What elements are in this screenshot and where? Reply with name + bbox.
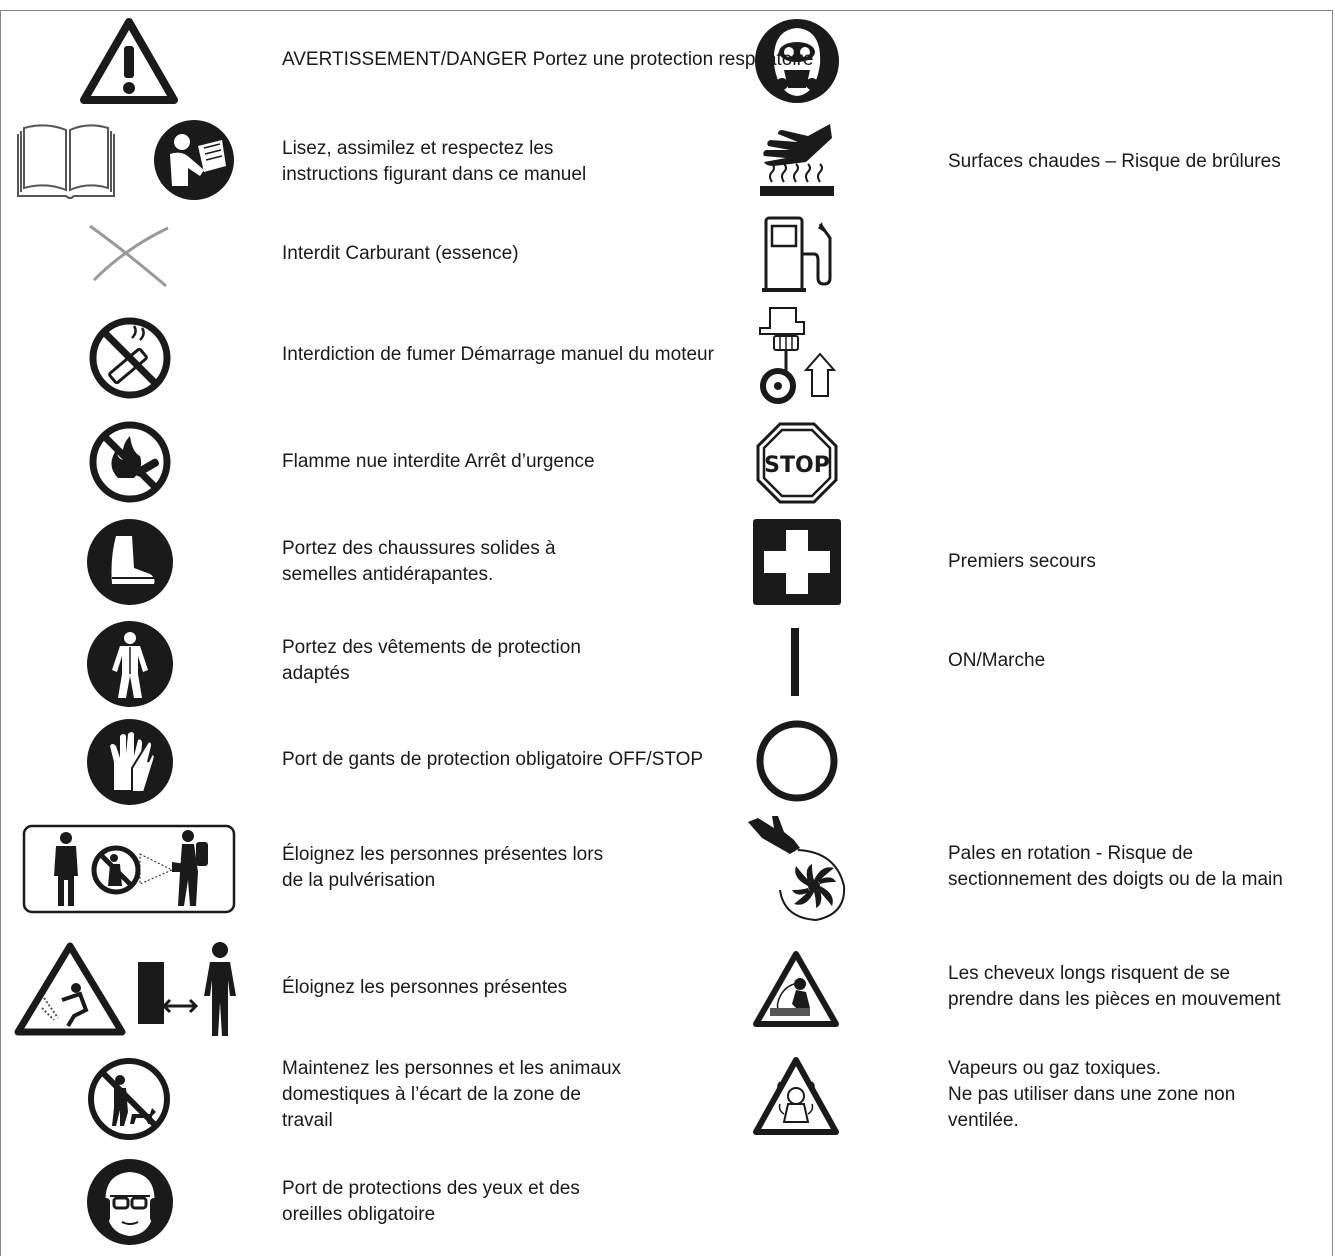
cross-mark-icon [86,220,170,290]
keep-bystanders-away-icon [14,938,246,1038]
label-no-people-animals: Maintenez les personnes et les animaux domestiques à l’écart de la zone de travail [282,1058,622,1131]
label-protective-clothing: Portez des vêtements de protection adaptés [282,637,581,684]
eye-ear-protection-icon [86,1158,174,1246]
label-warning-danger: AVERTISSEMENT/DANGER Portez une protection respiratoire [282,49,814,70]
label-safety-boots: Portez des chaussures solides à semelles antidérapantes. [282,538,556,585]
hot-surface-icon [758,122,836,198]
label-protective-gloves: Port de gants de protection obligatoire OFF/STOP [282,749,704,770]
stop-sign-label: STOP [764,453,830,478]
no-people-animals-icon [86,1056,172,1142]
rotating-blades-icon [744,814,850,922]
safety-boot-icon [86,518,174,606]
label-no-fuel: Interdit Carburant (essence) [282,243,519,264]
protective-suit-icon [86,620,174,708]
no-open-flame-icon [88,420,172,504]
fuel-pump-icon [762,214,834,294]
label-on-marche: ON/Marche [948,650,1046,671]
label-long-hair: Les cheveux longs risquent de se prendre dans les pièces en mouvement [948,963,1281,1010]
label-no-open-flame: Flamme nue interdite Arrêt d’urgence [282,451,595,472]
label-toxic-fumes: Vapeurs ou gaz toxiques. Ne pas utiliser dans une zone non ventilée. [948,1058,1236,1131]
label-eye-ear-protection: Port de protections des yeux et des oreilles obligatoire [282,1178,580,1225]
label-read-manual: Lisez, assimilez et respectez les instructions figurant dans ce manuel [282,138,587,185]
long-hair-entanglement-icon [752,950,840,1030]
toxic-fumes-icon [752,1056,840,1138]
label-keep-bystanders-away: Éloignez les personnes présentes [282,977,568,998]
manual-start-icon [756,304,838,408]
protective-gloves-icon [86,718,174,806]
stop-sign-icon [756,422,838,504]
keep-away-spraying-icon [22,824,236,914]
label-hot-surface: Surfaces chaudes – Risque de brûlures [948,151,1281,172]
label-rotating-blades: Pales en rotation - Risque de sectionnement des doigts ou de la main [948,843,1283,890]
warning-triangle-icon [78,16,180,106]
first-aid-icon [752,518,842,606]
off-symbol-icon [754,718,840,804]
label-keep-away-spraying: Éloignez les personnes présentes lors de la pulvérisation [282,844,604,891]
no-smoking-icon [88,316,172,400]
on-symbol-icon [790,628,800,696]
read-manual-icon [14,118,236,202]
label-first-aid: Premiers secours [948,551,1096,572]
label-no-smoking: Interdiction de fumer Démarrage manuel du moteur [282,344,714,365]
